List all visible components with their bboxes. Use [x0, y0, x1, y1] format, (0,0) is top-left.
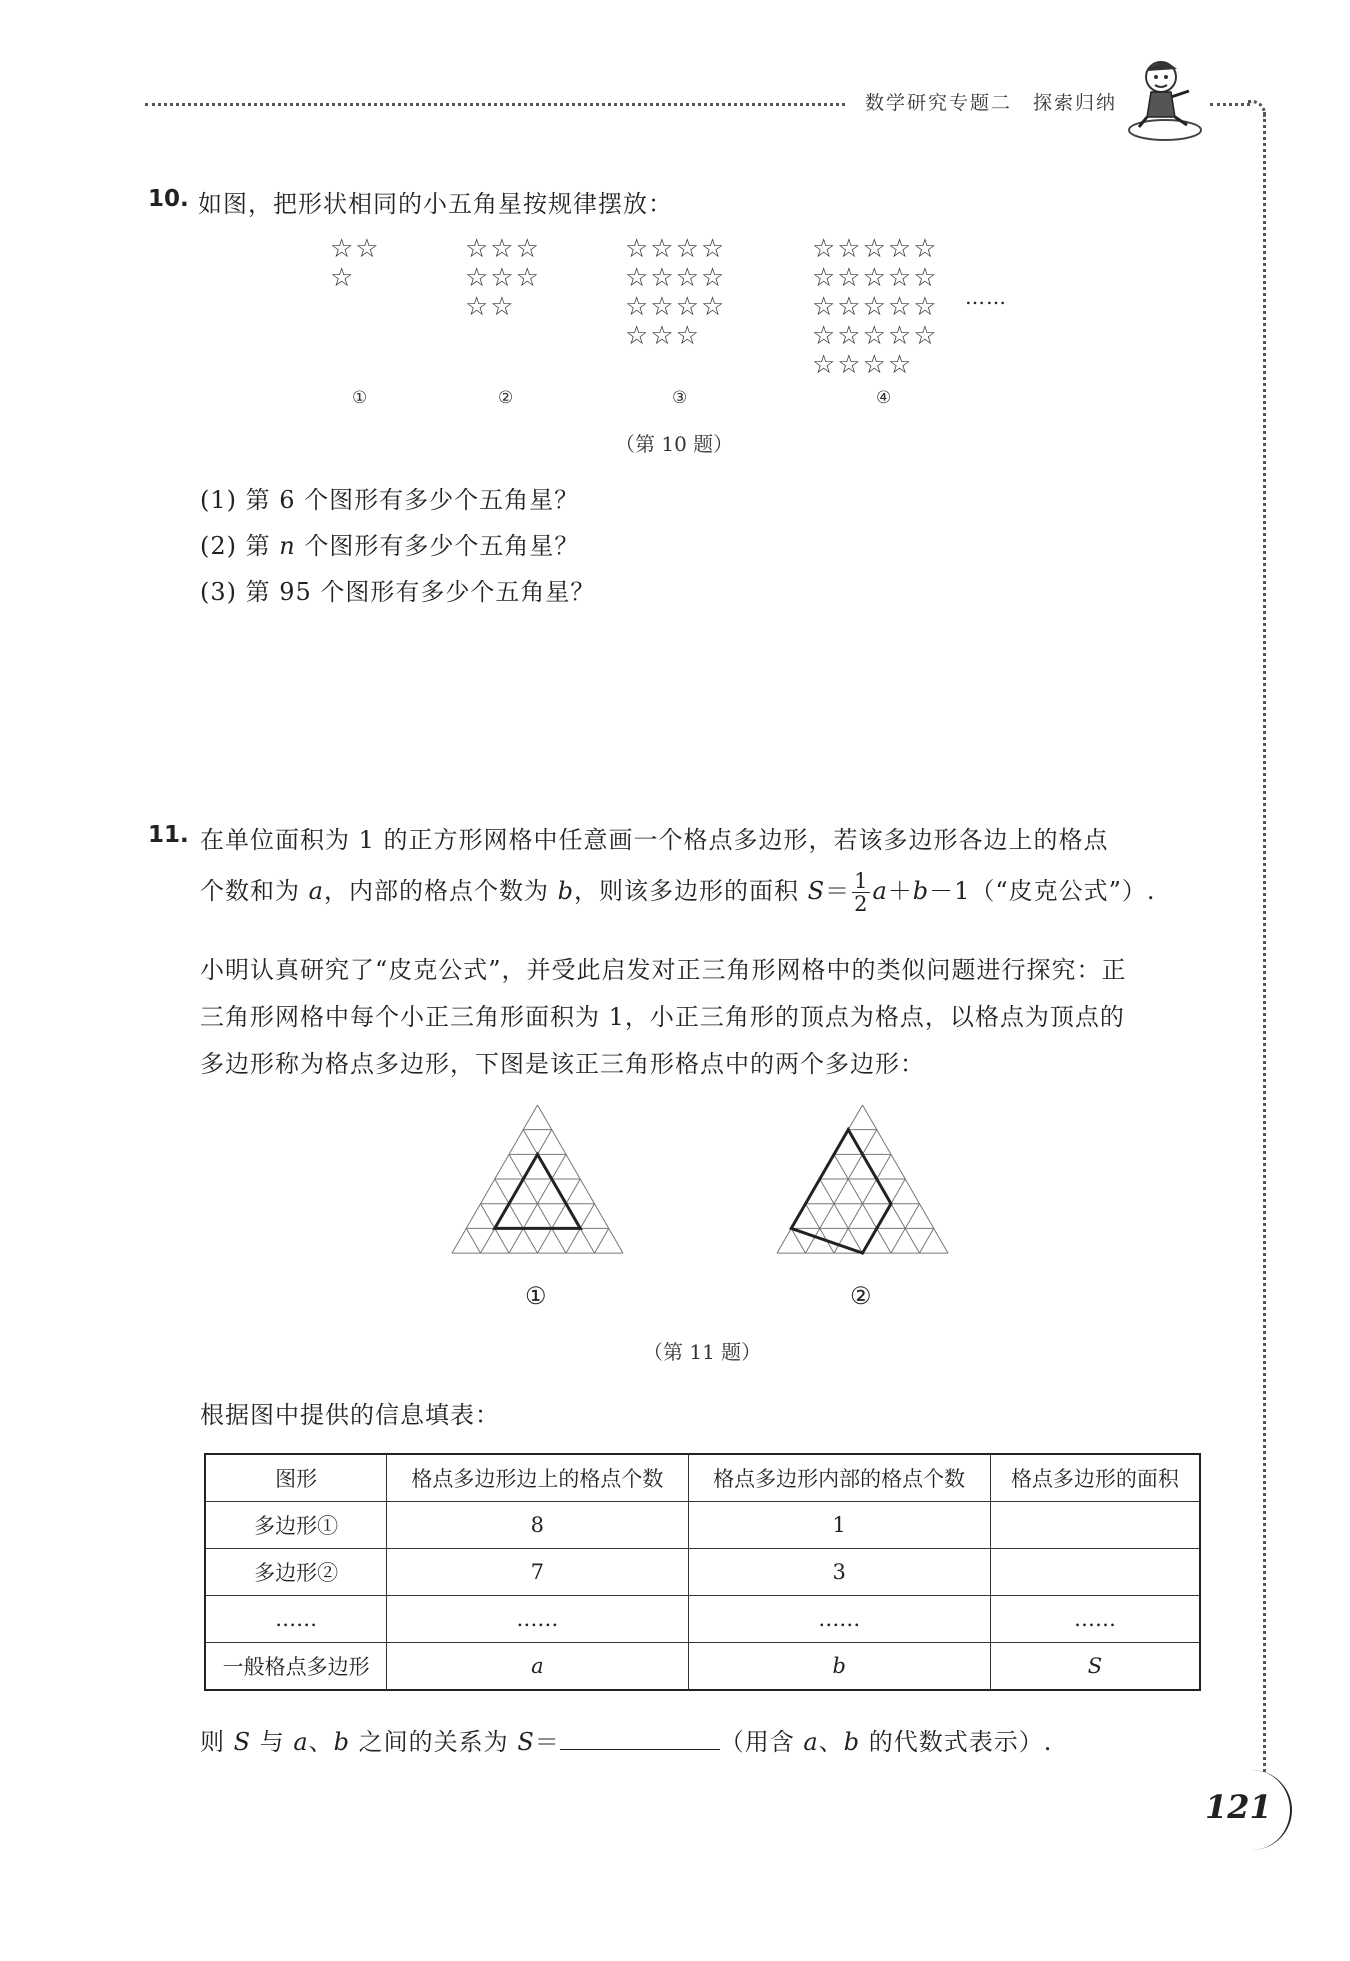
text-run: 之间的关系为 — [350, 1728, 518, 1756]
text-run: 、 — [818, 1728, 844, 1756]
question-10-sub-2 — [200, 526, 579, 561]
star-figure-1 — [330, 235, 381, 293]
text-run: 个数和为 — [200, 877, 309, 905]
variable-b: b — [333, 1728, 351, 1756]
table-row — [205, 1596, 1200, 1643]
table-header-cell: 图形 — [205, 1454, 387, 1502]
question-10-intro: 如图，把形状相同的小五角星按规律摆放： — [198, 190, 673, 218]
table-cell: 1 — [688, 1502, 990, 1549]
table-cell: 7 — [387, 1549, 688, 1596]
question-11-para-line-3: 多边形称为格点多边形，下图是该正三角形格点中的两个多边形： — [200, 1050, 925, 1078]
cartoon-mascot-icon — [1125, 55, 1205, 145]
variable-n: n — [279, 532, 296, 560]
table-intro: 根据图中提供的信息填表： — [200, 1401, 500, 1429]
page-number: 121 — [1205, 1788, 1272, 1826]
table-header-cell: 格点多边形内部的格点个数 — [688, 1454, 990, 1502]
table-cell: 多边形① — [205, 1502, 387, 1549]
star-figure-4 — [812, 235, 939, 380]
table-header-cell: 格点多边形边上的格点个数 — [387, 1454, 688, 1502]
table-row — [205, 1643, 1200, 1691]
text-run: 的代数式表示）. — [860, 1728, 1053, 1756]
star-figure-2 — [465, 235, 541, 322]
question-10-sub-1: (1) 第 6 个图形有多少个五角星？ — [200, 486, 580, 514]
triangle-figure-label-2: ② — [850, 1282, 873, 1310]
equals-sign: ＝ — [825, 877, 851, 905]
text-run: （用含 — [719, 1728, 804, 1756]
page-number-arc — [1240, 1770, 1292, 1850]
star-figure-label-1: ① — [352, 388, 368, 408]
triangle-lattice-figure-2 — [770, 1098, 955, 1258]
variable-a: a — [308, 877, 324, 905]
variable-s: S — [233, 1728, 252, 1756]
variable-b: b — [843, 1728, 861, 1756]
question-11-line-2 — [200, 870, 1156, 915]
text-run: 、 — [308, 1728, 334, 1756]
header-dotted-rule-right — [1210, 103, 1250, 106]
variable-a: a — [872, 877, 888, 905]
question-10-caption: （第 10 题） — [615, 432, 734, 456]
table-header-row — [205, 1454, 1200, 1502]
table-cell: 一般格点多边形 — [205, 1643, 387, 1691]
table-header-cell: 格点多边形的面积 — [990, 1454, 1200, 1502]
star-row: ☆☆☆☆☆ — [812, 321, 939, 351]
table-cell: …… — [990, 1596, 1200, 1643]
lattice-grid — [452, 1105, 623, 1253]
question-11-final-line — [200, 1722, 1052, 1757]
text-run: 与 — [251, 1728, 294, 1756]
star-row: ☆☆ — [330, 234, 381, 264]
variable-a: a — [803, 1728, 819, 1756]
question-11-para-line-1: 小明认真研究了“皮克公式”，并受此启发对正三角形网格中的类似问题进行探究：正 — [200, 956, 1127, 984]
header-dotted-rule — [145, 103, 845, 106]
fraction-one-half — [852, 870, 870, 915]
star-row: ☆☆☆ — [465, 263, 541, 293]
star-row: ☆☆☆ — [625, 321, 701, 351]
answer-blank[interactable] — [560, 1727, 720, 1750]
fraction-numerator: 1 — [854, 869, 869, 893]
table-row — [205, 1502, 1200, 1549]
question-11-line-1: 在单位面积为 1 的正方形网格中任意画一个格点多边形，若该多边形各边上的格点 — [200, 826, 1109, 854]
variable-b: b — [912, 877, 930, 905]
equals-sign: ＝ — [534, 1728, 560, 1756]
table-cell-blank[interactable] — [990, 1549, 1200, 1596]
question-11-para-line-2: 三角形网格中每个小正三角形面积为 1，小正三角形的顶点为格点，以格点为顶点的 — [200, 1003, 1125, 1031]
text-run: ，内部的格点个数为 — [323, 877, 558, 905]
data-table — [204, 1453, 1201, 1691]
table-cell: 8 — [387, 1502, 688, 1549]
table-cell-blank[interactable] — [990, 1502, 1200, 1549]
star-row: ☆☆☆☆ — [625, 263, 727, 293]
question-11-number: 11. — [148, 822, 189, 848]
star-figure-label-3: ③ — [672, 388, 688, 408]
lattice-polygon-1 — [495, 1154, 581, 1228]
variable-s: S — [807, 877, 826, 905]
text-run: －1（“皮克公式”）. — [929, 877, 1156, 905]
variable-s: S — [517, 1728, 535, 1756]
star-row: ☆ — [330, 263, 356, 293]
star-figure-label-2: ② — [498, 388, 514, 408]
star-ellipsis: …… — [965, 285, 1007, 309]
table-cell: …… — [688, 1596, 990, 1643]
star-row: ☆☆☆☆☆ — [812, 292, 939, 322]
table-cell: b — [688, 1643, 990, 1691]
text-run: 则 — [200, 1728, 234, 1756]
star-row: ☆☆ — [465, 292, 516, 322]
star-figure-3 — [625, 235, 726, 351]
table-cell: a — [387, 1643, 688, 1691]
table-cell: …… — [205, 1596, 387, 1643]
star-row: ☆☆☆☆ — [812, 350, 914, 380]
star-row: ☆☆☆☆ — [625, 292, 727, 322]
fraction-denominator: 2 — [854, 892, 869, 916]
star-row: ☆☆☆ — [465, 234, 541, 264]
question-11-caption: （第 11 题） — [643, 1340, 762, 1364]
table-cell: S — [990, 1643, 1200, 1691]
star-figure-label-4: ④ — [876, 388, 892, 408]
triangle-figure-label-1: ① — [525, 1282, 548, 1310]
star-row: ☆☆☆☆☆ — [812, 234, 939, 264]
table-cell: …… — [387, 1596, 688, 1643]
triangle-lattice-figure-1 — [445, 1098, 630, 1258]
table-cell: 3 — [688, 1549, 990, 1596]
page-border-corner — [1248, 100, 1266, 118]
plus-sign: ＋ — [887, 877, 913, 905]
variable-a: a — [293, 1728, 309, 1756]
text-run: (2) 第 — [200, 532, 280, 560]
page-border-dotted — [1263, 112, 1266, 1772]
question-10-sub-3: (3) 第 95 个图形有多少个五角星？ — [200, 578, 596, 606]
header-title: 数学研究专题二 探索归纳 — [865, 92, 1118, 114]
text-run: 个图形有多少个五角星？ — [295, 532, 580, 560]
table-row — [205, 1549, 1200, 1596]
star-row: ☆☆☆☆ — [625, 234, 727, 264]
star-row: ☆☆☆☆☆ — [812, 263, 939, 293]
table-cell: 多边形② — [205, 1549, 387, 1596]
text-run: ，则该多边形的面积 — [573, 877, 808, 905]
question-10-number: 10. — [148, 186, 189, 212]
variable-b: b — [557, 877, 574, 905]
